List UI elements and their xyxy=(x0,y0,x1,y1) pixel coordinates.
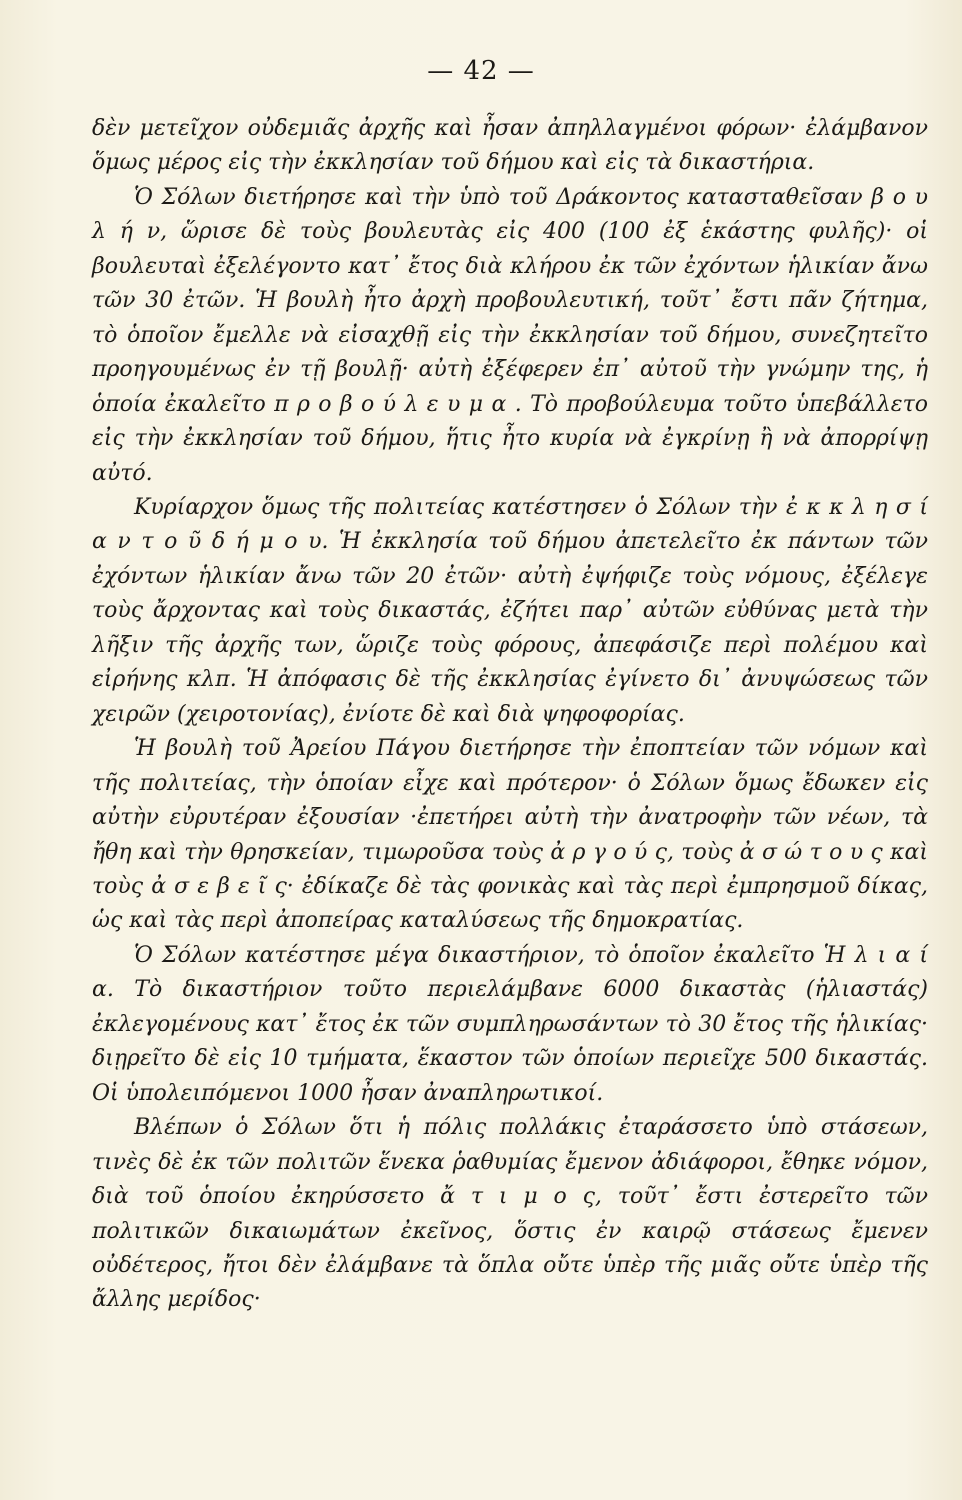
paragraph-continuation: δὲν μετεῖχον οὐδεμιᾶς ἀρχῆς καὶ ἦσαν ἀπηλλαγμένοι φόρων· ἐλάμβανον ὅμως μέρος εἰς τὴν ἐκκλησίαν τοῦ δήμου καὶ εἰς τὰ δικαστήρια. xyxy=(92,116,928,176)
page-number: — 42 — xyxy=(427,56,535,86)
body-text xyxy=(92,112,928,1318)
paragraph-boule: Ὁ Σόλων διετήρησε καὶ τὴν ὑπὸ τοῦ Δράκοντος κατασταθεῖσαν β ο υ λ ή ν, ὥρισε δὲ τοὺς βουλευτὰς εἰς 400 (100 ἐξ ἑκάστης φυλῆς)· οἱ βουλευταὶ ἐξελέγοντο κατ᾽ ἔτος διὰ κλήρου ἐκ τῶν ἐχόντων ἡλικίαν ἄνω τῶν 30 ἐτῶν. Ἡ βουλὴ ἦτο ἀρχὴ προβουλευτική, τοῦτ᾽ ἔστι πᾶν ζήτημα, τὸ ὁποῖον ἔμελλε νὰ εἰσαχθῇ εἰς τὴν ἐκκλησίαν τοῦ δήμου, συνεζητεῖτο προηγουμένως ἐν τῇ βουλῇ· αὐτὴ ἐξέφερεν ἐπ᾽ αὐτοῦ τὴν γνώμην της, ἡ ὁποία ἐκαλεῖτο π ρ ο β ο ύ λ ε υ μ α . Τὸ προβούλευμα τοῦτο ὑπεβάλλετο εἰς τὴν ἐκκλησίαν τοῦ δήμου, ἥτις ἦτο κυρία νὰ ἐγκρίνῃ ἢ νὰ ἀπορρίψῃ αὐτό. xyxy=(92,184,928,486)
paragraph-areopagus: Ἡ βουλὴ τοῦ Ἀρείου Πάγου διετήρησε τὴν ἐποπτείαν τῶν νόμων καὶ τῆς πολιτείας, τὴν ὁποίαν εἶχε καὶ πρότερον· ὁ Σόλων ὅμως ἔδωκεν εἰς αὐτὴν εὐρυτέραν ἐξουσίαν ·ἐπετήρει αὐτὴ τὴν ἀνατροφὴν τῶν νέων, τὰ ἤθη καὶ τὴν θρησκείαν, τιμωροῦσα τοὺς ἀ ρ γ ο ύ ς, τοὺς ἀ σ ώ τ ο υ ς καὶ τοὺς ἀ σ ε β ε ῖ ς· ἐδίκαζε δὲ τὰς φονικὰς καὶ τὰς περὶ ἐμπρησμοῦ δίκας, ὡς καὶ τὰς περὶ ἀποπείρας καταλύσεως τῆς δημοκρατίας. xyxy=(92,736,928,934)
paragraph-heliaia: Ὁ Σόλων κατέστησε μέγα δικαστήριον, τὸ ὁποῖον ἐκαλεῖτο Ἡ λ ι α ί α. Τὸ δικαστήριον τοῦτο περιελάμβανε 6000 δικαστὰς (ἡλιαστάς) ἐκλεγομένους κατ᾽ ἔτος ἐκ τῶν συμπληρωσάντων τὸ 30 ἔτος τῆς ἡλικίας· διῃρεῖτο δὲ εἰς 10 τμήματα, ἕκαστον τῶν ὁποίων περιεῖχε 500 δικαστάς. Οἱ ὑπολειπόμενοι 1000 ἦσαν ἀναπληρωτικοί. xyxy=(92,942,928,1106)
paragraph-ekklesia: Κυρίαρχον ὅμως τῆς πολιτείας κατέστησεν ὁ Σόλων τὴν ἐ κ κ λ η σ ί α ν τ ο ῦ δ ή μ ο υ. Ἡ ἐκκλησία τοῦ δήμου ἀπετελεῖτο ἐκ πάντων τῶν ἐχόντων ἡλικίαν ἄνω τῶν 20 ἐτῶν· αὐτὴ ἐψήφιζε τοὺς νόμους, ἐξέλεγε τοὺς ἄρχοντας καὶ τοὺς δικαστάς, ἐζήτει παρ᾽ αὐτῶν εὐθύνας μετὰ τὴν λῆξιν τῆς ἀρχῆς των, ὥριζε τοὺς φόρους, ἀπεφάσιζε περὶ πολέμου καὶ εἰρήνης κλπ. Ἡ ἀπόφασις δὲ τῆς ἐκκλησίας ἐγίνετο δι᾽ ἀνυψώσεως τῶν χειρῶν (χειροτονίας), ἐνίοτε δὲ καὶ διὰ ψηφοφορίας. xyxy=(92,494,928,727)
paragraph-atimia-law: Βλέπων ὁ Σόλων ὅτι ἡ πόλις πολλάκις ἐταράσσετο ὑπὸ στάσεων, τινὲς δὲ ἐκ τῶν πολιτῶν ἕνεκα ῥαθυμίας ἔμενον ἀδιάφοροι, ἔθηκε νόμον, διὰ τοῦ ὁποίου ἐκηρύσσετο ἄ τ ι μ ο ς, τοῦτ᾽ ἔστι ἐστερεῖτο τῶν πολιτικῶν δικαιωμάτων ἐκεῖνος, ὅστις ἐν καιρῷ στάσεως ἔμενεν οὐδέτερος, ἤτοι δὲν ἐλάμβανε τὰ ὅπλα οὔτε ὑπὲρ τῆς μιᾶς οὔτε ὑπὲρ τῆς ἄλλης μερίδος· xyxy=(92,1115,928,1313)
